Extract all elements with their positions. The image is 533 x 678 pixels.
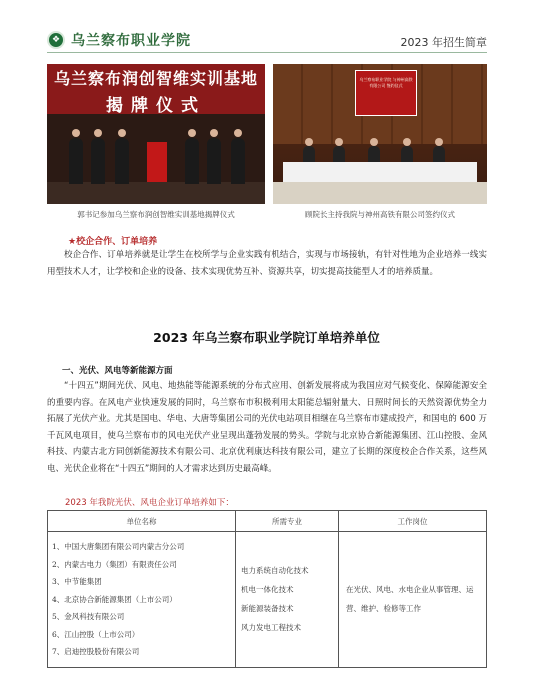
list-item: 机电一体化技术	[241, 585, 294, 595]
list-item: 新能源装备技术	[241, 604, 294, 614]
section-paragraph: “十四五”期间光伏、风电、地热能等能源系统的分布式应用、创新发展将成为我国应对气候变化、保障能源安全的重要内容。在风电产业快速发展的同时，乌兰察布市积极利用太阳能总辐射量大、日照时间长的天然资源优势全力拓展了光伏产业。尤其是国电、华电、大唐等集团公司的光伏电站项目相继在乌兰察布市建成投产，和国电的 600 万千瓦风电项目，使乌兰察布市的风电光伏产业呈现出蓬勃发展的势头。学院与北京协合新能源集团、江山控股、金风科技、内蒙古北方同创新能源技术有限公司、北京优利康达科技有限公司，建立了长期的深度校企合作关系，这些风电、光伏企业将在“十四五”期间的人才需求达到历史最高峰。	[47, 381, 487, 474]
photo-banner	[51, 66, 261, 116]
person	[231, 138, 245, 184]
list-item: 6、江山控股（上市公司）	[52, 629, 140, 639]
table-caption: 2023 年我院光伏、风电企业订单培养如下：	[65, 498, 234, 508]
list-item: 5、金风科技有限公司	[52, 612, 125, 621]
stage-floor	[47, 182, 265, 204]
banner-line1: 乌兰察布润创智维实训基地	[53, 69, 258, 88]
banner-line2: 揭牌仪式	[106, 96, 206, 116]
person	[91, 138, 105, 184]
school-name: 乌兰察布职业学院	[71, 33, 191, 49]
page-title: 2023 年乌兰察布职业学院订单培养单位	[153, 330, 380, 345]
person	[115, 138, 129, 184]
screen-text: 乌兰察布职业学院 与神州高铁有限公司 签约仪式	[359, 77, 413, 88]
school-logo	[47, 30, 191, 50]
intro-paragraph: 校企合作、订单培养就是让学生在校所学与企业实践有机结合，实现与市场接轨，有针对性地为企业培养一线实用型技术人才，让学校和企业的设备、技术实现优势互补、资源共享，切实提高技能型人才的培养质量。	[47, 250, 487, 277]
person	[185, 138, 199, 184]
column-header: 单位名称	[48, 511, 236, 532]
room-floor	[273, 182, 487, 204]
list-item: 2、内蒙古电力（集团）有限责任公司	[52, 559, 177, 569]
person	[207, 138, 221, 184]
photo-signing-ceremony	[273, 64, 487, 204]
table-header-row	[48, 511, 487, 532]
projection-screen	[355, 70, 417, 116]
list-item: 电力系统自动化技术	[241, 566, 309, 576]
photo-caption: 顾院长主持我院与神州高铁有限公司签约仪式	[305, 210, 455, 219]
school-emblem-icon: ❖	[47, 31, 65, 49]
section-heading: ★校企合作、订单培养	[68, 237, 158, 247]
unveiling-cloth	[147, 142, 167, 182]
table-row	[48, 532, 487, 668]
photo-unveiling-ceremony	[47, 64, 265, 204]
brochure-title: 2023 年招生简章	[400, 36, 487, 49]
person	[69, 138, 83, 184]
list-item: 3、中节能集团	[52, 577, 102, 586]
order-training-table	[47, 510, 487, 668]
major-list-cell	[236, 532, 339, 668]
job-description: 在光伏、风电、水电企业从事管理、运营、维护、检修等工作	[346, 585, 474, 614]
list-item: 风力发电工程技术	[241, 623, 301, 633]
list-item: 1、中国大唐集团有限公司内蒙古分公司	[52, 542, 185, 551]
list-item: 7、启迪控股股份有限公司	[52, 647, 140, 656]
unit-list-cell	[48, 532, 236, 668]
list-item: 4、北京协合新能源集团（上市公司）	[52, 594, 177, 604]
column-header: 所需专业	[236, 511, 339, 532]
conference-table	[283, 162, 477, 182]
photo-caption: 郭书记参加乌兰察布润创智维实训基地揭牌仪式	[77, 210, 235, 219]
header-divider	[47, 52, 487, 53]
page-header	[0, 0, 533, 50]
column-header: 工作岗位	[339, 511, 487, 532]
job-cell	[339, 532, 487, 668]
subsection-heading: 一、光伏、风电等新能源方面	[62, 366, 173, 376]
